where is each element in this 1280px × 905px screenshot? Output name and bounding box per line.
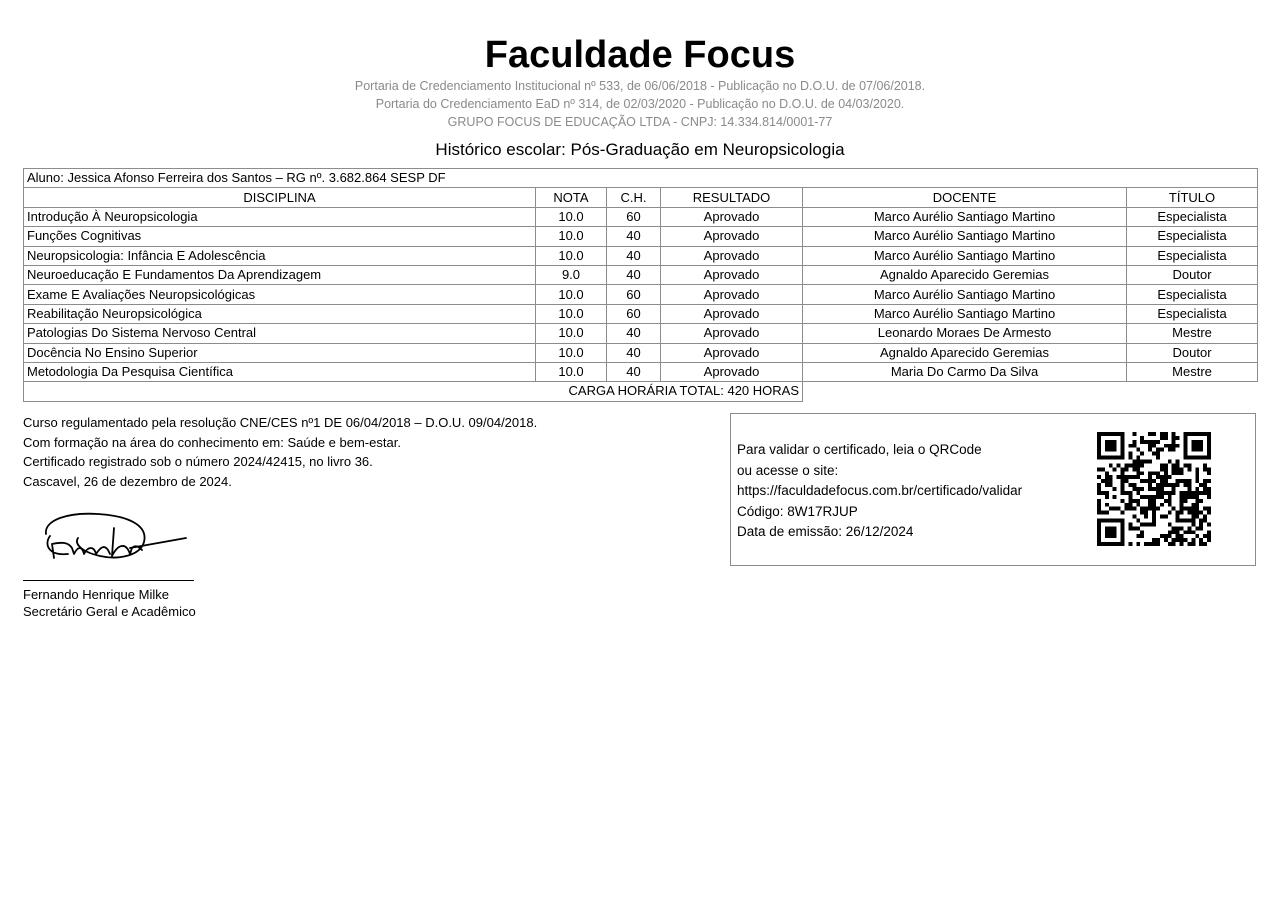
result-cell: Aprovado xyxy=(661,265,803,284)
teacher-cell: Marco Aurélio Santiago Martino xyxy=(803,246,1127,265)
grade-cell: 10.0 xyxy=(536,343,607,362)
validation-url[interactable]: https://faculdadefocus.com.br/certificado/validar xyxy=(737,483,1023,499)
student-row xyxy=(24,169,1258,188)
result-cell: Aprovado xyxy=(661,227,803,246)
signatory-name: Fernando Henrique Milke xyxy=(23,587,169,602)
title-cell: Especialista xyxy=(1127,246,1258,265)
qr-code-icon[interactable] xyxy=(1097,432,1211,546)
table-row xyxy=(24,285,1258,304)
discipline-cell: Neuropsicologia: Infância E Adolescência xyxy=(24,246,536,265)
hours-cell: 40 xyxy=(607,324,661,343)
result-cell: Aprovado xyxy=(661,343,803,362)
validation-instruction: Para validar o certificado, leia o QRCode xyxy=(737,442,982,457)
title-cell: Mestre xyxy=(1127,324,1258,343)
hours-cell: 60 xyxy=(607,304,661,323)
column-header: C.H. xyxy=(607,188,661,207)
column-header: NOTA xyxy=(536,188,607,207)
teacher-cell: Maria Do Carmo Da Silva xyxy=(803,362,1127,381)
hours-cell: 40 xyxy=(607,246,661,265)
course-info xyxy=(23,413,537,491)
student-info: Aluno: Jessica Afonso Ferreira dos Santos – RG nº. 3.682.864 SESP DF xyxy=(24,169,1258,188)
accreditation-line-1: Portaria de Credenciamento Institucional nº 533, de 06/06/2018 - Publicação no D.O.U. de 07/06/2018. xyxy=(354,79,926,93)
discipline-cell: Metodologia Da Pesquisa Científica xyxy=(24,362,536,381)
hours-cell: 40 xyxy=(607,362,661,381)
title-cell: Doutor xyxy=(1127,265,1258,284)
validation-box xyxy=(730,413,1256,566)
title-cell: Mestre xyxy=(1127,362,1258,381)
hours-cell: 40 xyxy=(607,227,661,246)
company-line: GRUPO FOCUS DE EDUCAÇÃO LTDA - CNPJ: 14.334.814/0001-77 xyxy=(447,115,833,129)
table-row xyxy=(24,207,1258,226)
knowledge-area-line: Com formação na área do conhecimento em: Saúde e bem-estar. xyxy=(23,434,401,450)
discipline-cell: Patologias Do Sistema Nervoso Central xyxy=(24,324,536,343)
table-row xyxy=(24,265,1258,284)
teacher-cell: Marco Aurélio Santiago Martino xyxy=(803,285,1127,304)
regulation-line: Curso regulamentado pela resolução CNE/CES nº1 DE 06/04/2018 – D.O.U. 09/04/2018. xyxy=(23,415,538,430)
table-row xyxy=(24,324,1258,343)
grade-cell: 10.0 xyxy=(536,285,607,304)
hours-cell: 60 xyxy=(607,207,661,226)
accreditation-line-2: Portaria do Credenciamento EaD nº 314, de 02/03/2020 - Publicação no D.O.U. de 04/03/2020. xyxy=(375,97,905,111)
grade-cell: 9.0 xyxy=(536,265,607,284)
result-cell: Aprovado xyxy=(661,362,803,381)
grade-cell: 10.0 xyxy=(536,207,607,226)
discipline-cell: Neuroeducação E Fundamentos Da Aprendizagem xyxy=(24,265,536,284)
teacher-cell: Marco Aurélio Santiago Martino xyxy=(803,207,1127,226)
signature-image xyxy=(38,508,198,568)
column-header: TÍTULO xyxy=(1127,188,1258,207)
column-header: RESULTADO xyxy=(661,188,803,207)
grade-cell: 10.0 xyxy=(536,304,607,323)
teacher-cell: Agnaldo Aparecido Geremias xyxy=(803,343,1127,362)
discipline-cell: Exame E Avaliações Neuropsicológicas xyxy=(24,285,536,304)
result-cell: Aprovado xyxy=(661,285,803,304)
table-row xyxy=(24,304,1258,323)
registration-line: Certificado registrado sob o número 2024/42415, no livro 36. xyxy=(23,454,373,469)
table-row xyxy=(24,343,1258,362)
title-cell: Especialista xyxy=(1127,227,1258,246)
teacher-cell: Marco Aurélio Santiago Martino xyxy=(803,304,1127,323)
result-cell: Aprovado xyxy=(661,207,803,226)
transcript-table xyxy=(23,168,1258,402)
document-title: Histórico escolar: Pós-Graduação em Neuropsicologia xyxy=(435,140,845,159)
teacher-cell: Leonardo Moraes De Armesto xyxy=(803,324,1127,343)
grade-cell: 10.0 xyxy=(536,324,607,343)
total-row xyxy=(24,382,1258,401)
signature-line xyxy=(23,580,194,581)
signatory-role: Secretário Geral e Acadêmico xyxy=(23,603,196,619)
result-cell: Aprovado xyxy=(661,246,803,265)
grade-cell: 10.0 xyxy=(536,246,607,265)
hours-cell: 40 xyxy=(607,343,661,362)
table-row xyxy=(24,246,1258,265)
title-cell: Doutor xyxy=(1127,343,1258,362)
column-header: DISCIPLINA xyxy=(24,188,536,207)
total-hours: CARGA HORÁRIA TOTAL: 420 HORAS xyxy=(24,382,803,401)
title-cell: Especialista xyxy=(1127,207,1258,226)
table-row xyxy=(24,227,1258,246)
teacher-cell: Agnaldo Aparecido Geremias xyxy=(803,265,1127,284)
teacher-cell: Marco Aurélio Santiago Martino xyxy=(803,227,1127,246)
validation-site-label: ou acesse o site: xyxy=(737,462,839,478)
table-header-row xyxy=(24,188,1258,207)
discipline-cell: Introdução À Neuropsicologia xyxy=(24,207,536,226)
place-date-line: Cascavel, 26 de dezembro de 2024. xyxy=(23,473,232,489)
discipline-cell: Reabilitação Neuropsicológica xyxy=(24,304,536,323)
grade-cell: 10.0 xyxy=(536,362,607,381)
discipline-cell: Docência No Ensino Superior xyxy=(24,343,536,362)
discipline-cell: Funções Cognitivas xyxy=(24,227,536,246)
institution-name: Faculdade Focus xyxy=(484,34,796,76)
validation-code: Código: 8W17RJUP xyxy=(737,503,858,519)
column-header: DOCENTE xyxy=(803,188,1127,207)
issue-date: Data de emissão: 26/12/2024 xyxy=(737,524,914,540)
title-cell: Especialista xyxy=(1127,304,1258,323)
validation-text xyxy=(737,440,1022,543)
hours-cell: 40 xyxy=(607,265,661,284)
hours-cell: 60 xyxy=(607,285,661,304)
result-cell: Aprovado xyxy=(661,304,803,323)
title-cell: Especialista xyxy=(1127,285,1258,304)
grade-cell: 10.0 xyxy=(536,227,607,246)
table-row xyxy=(24,362,1258,381)
result-cell: Aprovado xyxy=(661,324,803,343)
signatory xyxy=(23,587,196,620)
